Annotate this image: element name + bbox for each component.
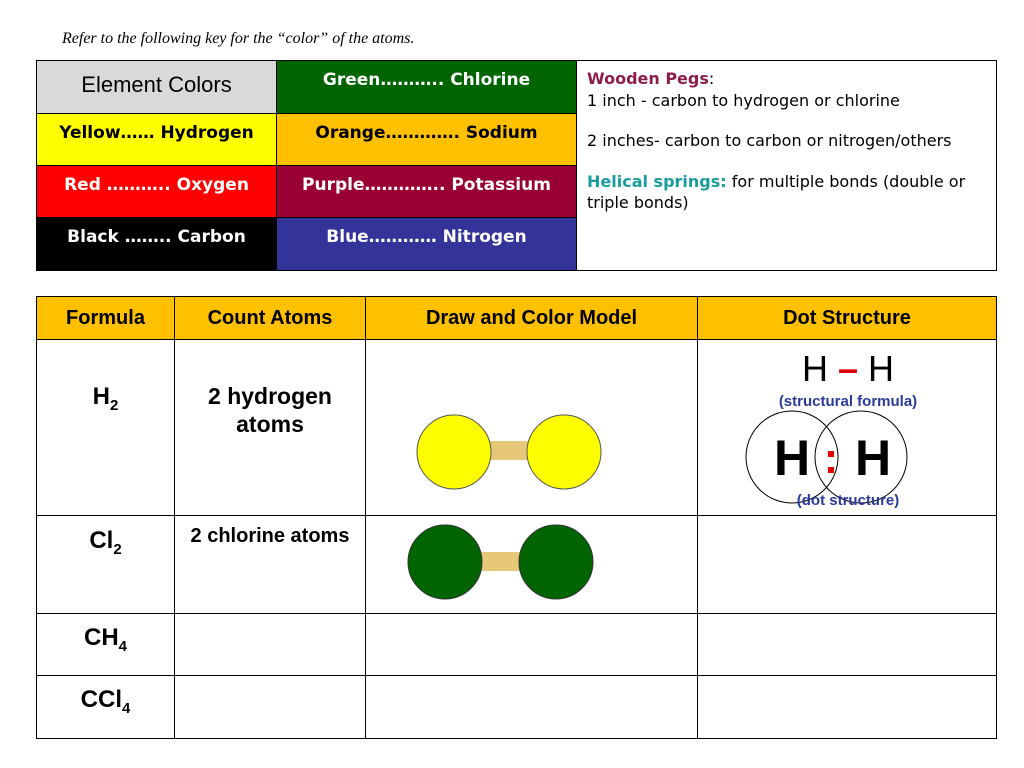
structural-formula: H – H [801,348,895,389]
dot-structure-diagram [698,397,996,507]
worksheet-table [36,296,997,739]
dot-h-right: H [854,430,892,486]
formula-h2: $H_2$ [92,383,119,414]
dot-h-left: H [773,430,811,486]
cl2-model [366,516,697,613]
pegs-line1: 1 inch - carbon to hydrogen or chlorine [587,90,900,110]
key-nitrogen: Blue………… Nitrogen [277,218,576,270]
key-hydrogen: Yellow…… Hydrogen [37,114,277,166]
color-key-table [36,60,997,271]
dot-caption: (dot structure) [796,492,900,509]
key-chlorine: Green……….. Chlorine [277,61,576,114]
header-model: Draw and Color Model [366,297,697,339]
column-divider [174,297,175,738]
key-title-cell: Element Colors [37,61,277,114]
cl2-atom-left [408,525,482,599]
pegs-line2: 2 inches- carbon to carbon or nitrogen/others [587,131,952,151]
key-oxygen: Red ……….. Oxygen [37,166,277,218]
count-cl2: 2 chlorine atoms [190,525,350,547]
header-count-atoms: Count Atoms [175,297,365,339]
h2-atom-right [527,415,601,489]
cl2-atom-right [519,525,593,599]
structural-caption: (structural formula) [778,393,918,410]
key-carbon: Black …….. Carbon [37,218,277,270]
springs-text: for multiple bonds (double or triple bonds) [587,171,966,213]
pegs-title: Wooden Pegs [587,69,709,88]
h2-model [366,340,697,515]
bond-notes: Wooden Pegs: 1 inch - carbon to hydrogen or chlorine 2 inches- carbon to carbon or nitrogen/others Helical springs: for multiple bonds (double or triple bonds) [576,61,997,270]
header-formula: Formula [37,297,174,339]
formula-ch4: $CH_4$ [83,624,127,655]
row-divider [37,675,996,676]
key-potassium: Purple………….. Potassium [277,166,576,218]
cl2-peg [478,552,523,571]
formula-cl2: $Cl_2$ [89,527,122,558]
h2-atom-left [417,415,491,489]
count-h2: 2 hydrogen atoms [208,383,332,437]
row-divider [37,613,996,614]
h2-peg [486,441,531,460]
dot-colon: : [823,434,839,483]
header-dot-structure: Dot Structure [698,297,996,339]
formula-ccl4: CCl$_4$ [80,686,131,717]
key-sodium: Orange…………. Sodium [277,114,576,166]
springs-title: Helical springs: [587,171,727,191]
intro-text: Refer to the following key for the “color” of the atoms. [62,30,415,47]
